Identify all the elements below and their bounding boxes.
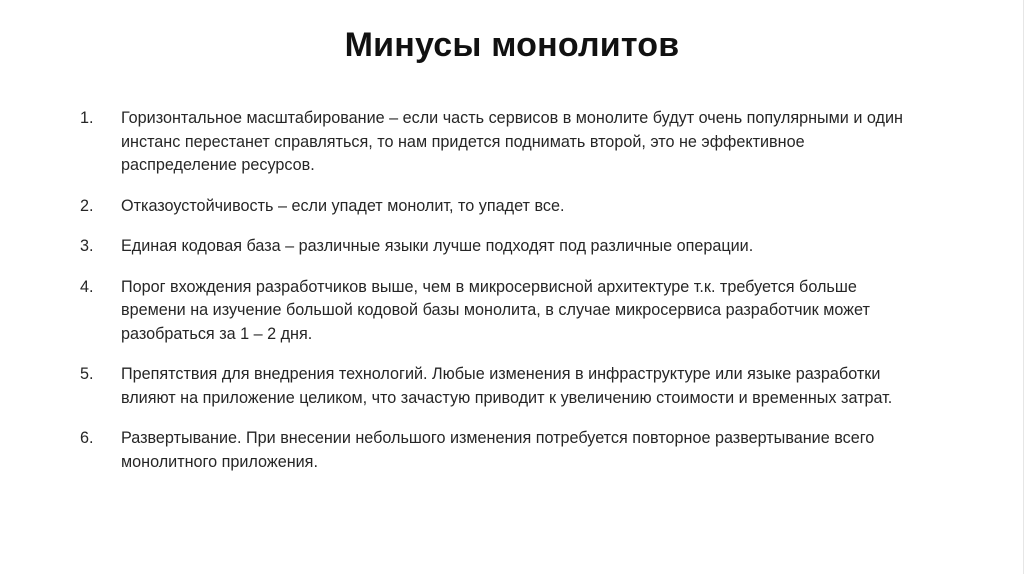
list-item-line: Порог вхождения разработчиков выше, чем в микросервисной архитектуре т.к. требуется больше xyxy=(121,277,857,296)
list-item-line: Препятствия для внедрения технологий. Любые изменения в инфраструктуре или языке разработки xyxy=(121,365,881,383)
list-item-line: монолитного приложения. xyxy=(121,452,318,471)
list-item xyxy=(0,427,1024,474)
list-item xyxy=(0,235,1024,259)
list-item-line: распределение ресурсов. xyxy=(121,156,315,174)
list-item xyxy=(0,195,1024,219)
list-item-line: разобраться за 1 – 2 дня. xyxy=(121,324,313,343)
list-item-line: инстанс перестанет справляться, то нам придется поднимать второй, это не эффективное xyxy=(121,132,805,151)
list-item-number: 5. xyxy=(80,365,94,383)
slide-title: Минусы монолитов xyxy=(344,26,680,64)
list-item-line: Единая кодовая база – различные языки лучше подходят под различные операции. xyxy=(121,237,754,255)
list-item-number: 2. xyxy=(80,196,94,215)
list-item xyxy=(0,276,1024,347)
list-item-number: 4. xyxy=(80,277,94,296)
list-item-line: Развертывание. При внесении небольшого изменения потребуется повторное развертывание всего xyxy=(121,429,875,447)
list-item-line: Отказоустойчивость – если упадет монолит, то упадет все. xyxy=(121,196,565,215)
list-item-number: 6. xyxy=(80,429,94,447)
numbered-list xyxy=(0,107,1024,491)
list-item xyxy=(0,363,1024,410)
list-item-line: влияют на приложение целиком, что зачастую приводит к увеличению стоимости и временных затрат. xyxy=(121,388,893,407)
list-item-number: 3. xyxy=(80,237,94,255)
list-item-number: 1. xyxy=(80,109,94,127)
list-item-line: Горизонтальное масштабирование – если часть сервисов в монолите будут очень популярными и один xyxy=(121,109,903,127)
list-item xyxy=(0,107,1024,178)
list-item-line: времени на изучение большой кодовой базы монолита, в случае микросервиса разработчик может xyxy=(121,301,870,319)
